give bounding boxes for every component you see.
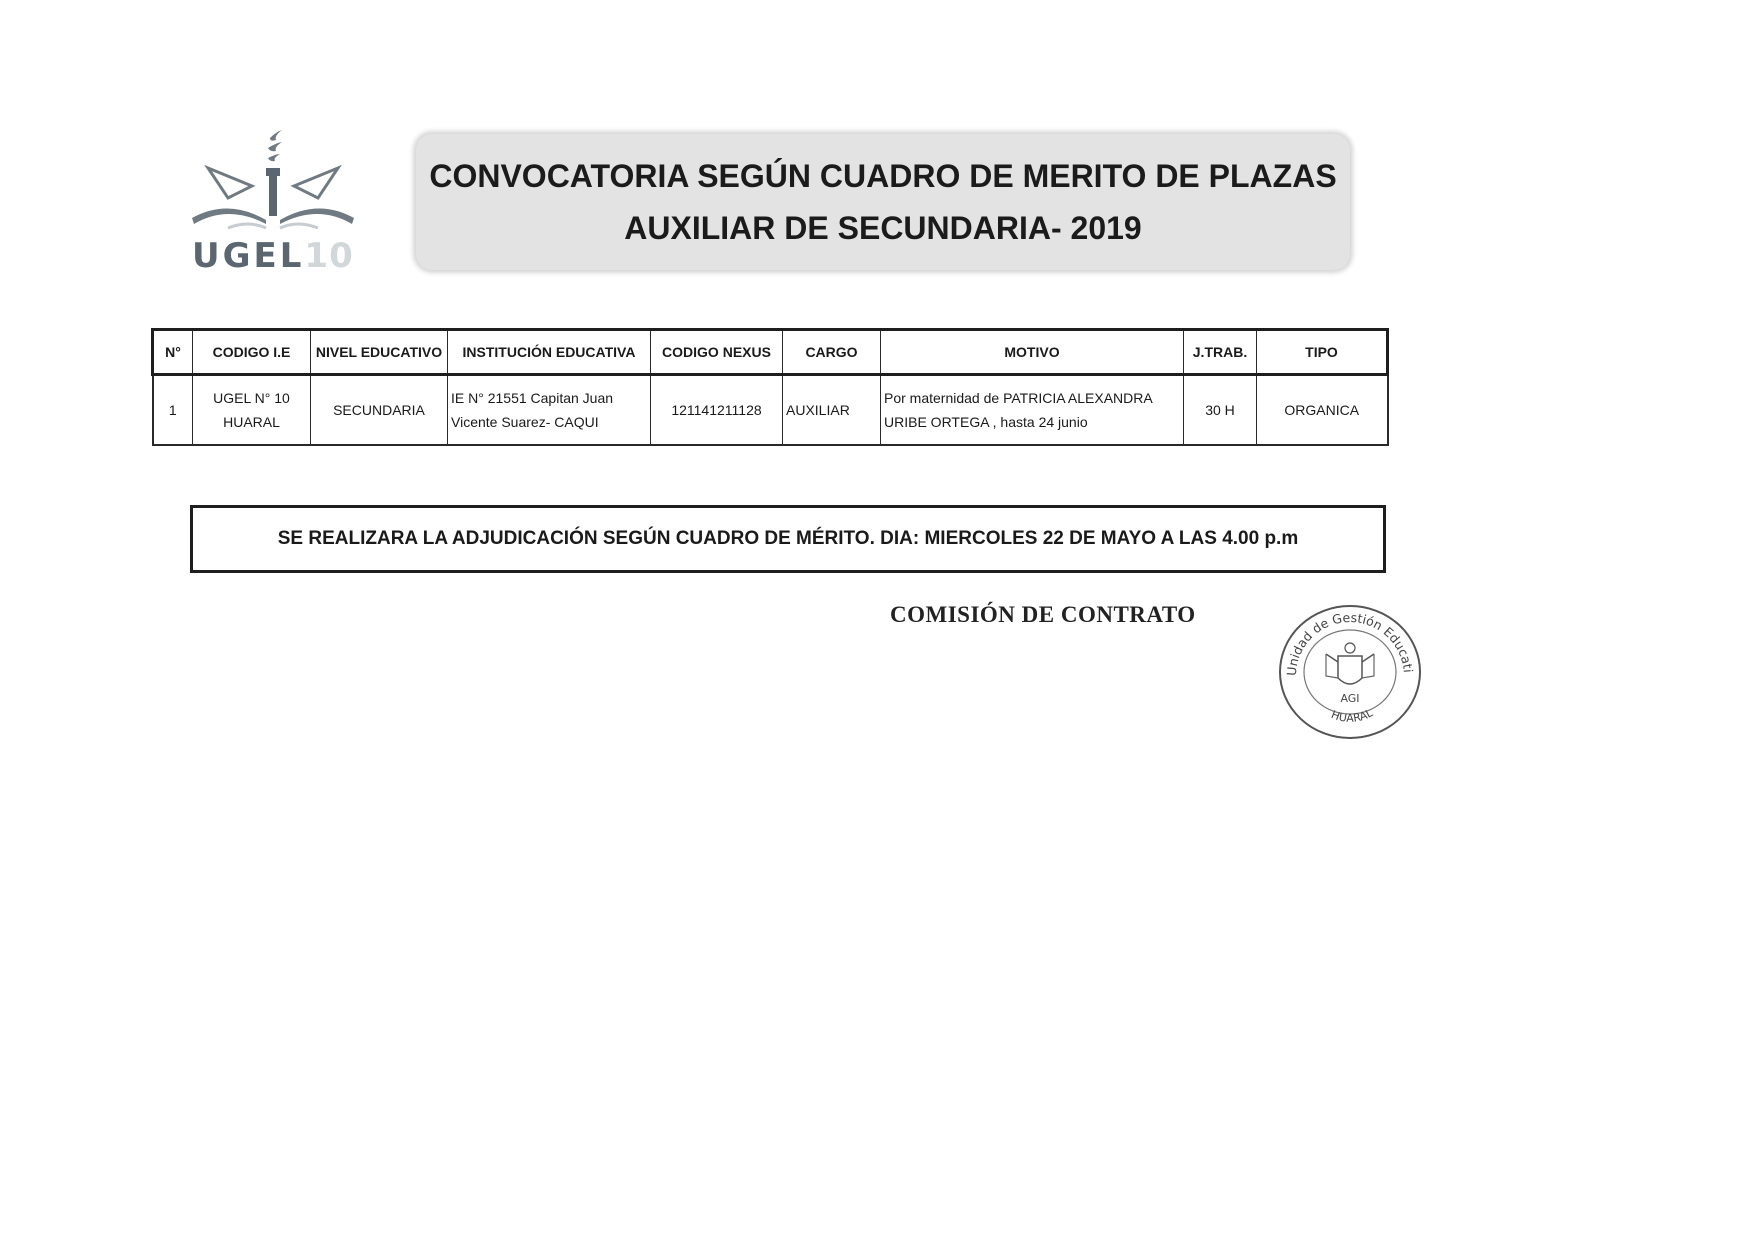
cell-institucion-line-1: IE N° 21551 Capitan Juan (451, 389, 614, 406)
cell-jornada: 30 H (1184, 375, 1257, 445)
cell-cargo: AUXILIAR (783, 375, 881, 445)
cell-codigo-ie-line-1: UGEL N° 10 (213, 389, 290, 406)
cell-n: 1 (153, 375, 193, 445)
adjudication-notice (190, 505, 1386, 573)
cell-institucion (448, 375, 651, 445)
cell-motivo-line-2: URIBE ORTEGA , hasta 24 junio (884, 413, 1088, 430)
cell-codigo-nexus: 121141211128 (651, 375, 783, 445)
header-motivo: MOTIVO (881, 330, 1184, 375)
header-n: N° (153, 330, 193, 375)
plazas-table (151, 328, 1389, 446)
title-banner (416, 134, 1350, 270)
svg-text:Unidad de Gestión Educativa Lo: Unidad de Gestión Educati (1283, 609, 1416, 677)
cell-nivel: SECUNDARIA (311, 375, 448, 445)
header-cargo: CARGO (783, 330, 881, 375)
svg-text:HUARAL: HUARAL (1329, 706, 1375, 725)
cell-motivo-line-1: Por maternidad de PATRICIA ALEXANDRA (884, 389, 1153, 406)
official-seal (1268, 596, 1428, 742)
header-tipo: TIPO (1257, 330, 1388, 375)
cell-codigo-ie (193, 375, 311, 445)
commission-signature: COMISIÓN DE CONTRATO (890, 602, 1196, 627)
book-torch-icon (188, 128, 358, 238)
cell-motivo (881, 375, 1184, 445)
cell-tipo: ORGANICA (1257, 375, 1388, 445)
header-institucion-educativa: INSTITUCIÓN EDUCATIVA (448, 330, 651, 375)
header-codigo-nexus: CODIGO NEXUS (651, 330, 783, 375)
cell-institucion-line-2: Vicente Suarez- CAQUI (451, 413, 599, 430)
logo-wordmark: UGEL10 (192, 236, 354, 276)
title-line-1: CONVOCATORIA SEGÚN CUADRO DE MERITO DE PLAZAS (429, 158, 1337, 194)
header-jornada: J.TRAB. (1184, 330, 1257, 375)
ugel-logo (188, 128, 358, 278)
seal-stamp-icon (1268, 596, 1428, 742)
adjudication-notice-text: SE REALIZARA LA ADJUDICACIÓN SEGÚN CUADRO DE MÉRITO. DIA: MIERCOLES 22 DE MAYO A LAS 4.00 p.m (277, 528, 1299, 549)
table-header-row (153, 330, 1388, 375)
table-row (153, 375, 1388, 445)
cell-codigo-ie-line-2: HUARAL (223, 413, 280, 430)
header-codigo-ie: CODIGO I.E (193, 330, 311, 375)
header-nivel-educativo: NIVEL EDUCATIVO (311, 330, 448, 375)
svg-text:AGI: AGI (1340, 692, 1360, 705)
title-line-2: AUXILIAR DE SECUNDARIA- 2019 (624, 210, 1142, 246)
